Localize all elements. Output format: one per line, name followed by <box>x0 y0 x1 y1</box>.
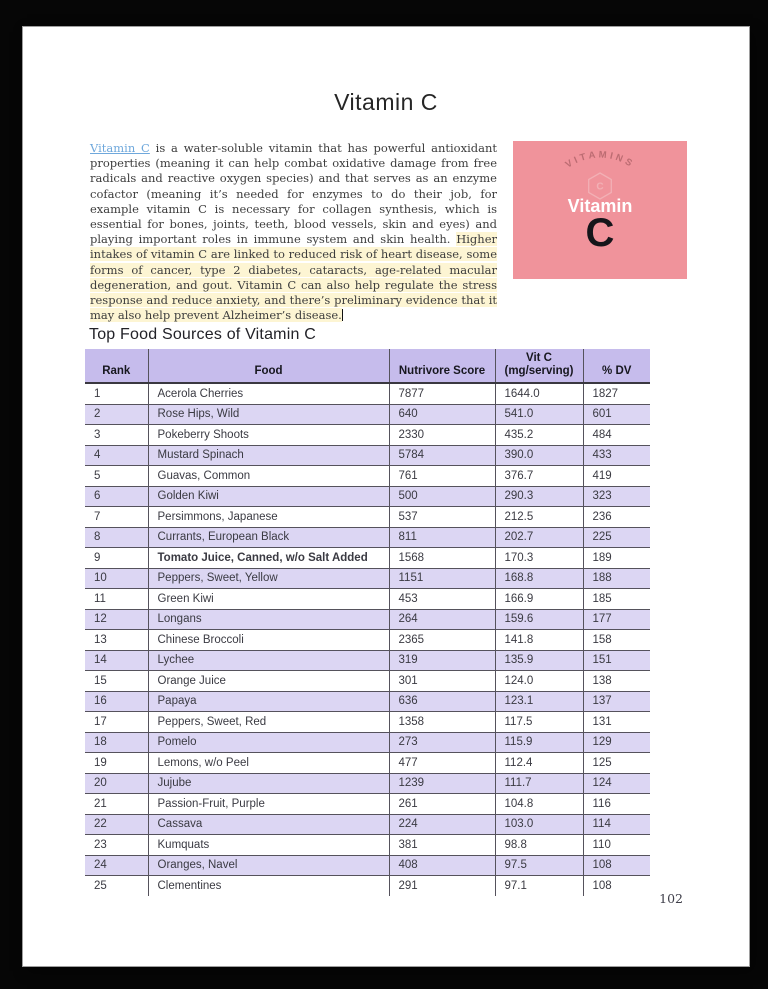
score-cell: 761 <box>389 466 495 487</box>
dv-cell: 484 <box>583 425 650 446</box>
table-row <box>85 650 650 671</box>
food-cell: Clementines <box>148 876 389 896</box>
rank-cell: 23 <box>94 838 107 851</box>
intro-paragraph <box>90 141 497 323</box>
page-title: Vitamin C <box>334 89 438 115</box>
dv-cell: 177 <box>583 609 650 630</box>
rank-cell: 19 <box>94 756 107 769</box>
food-cell: Golden Kiwi <box>148 486 389 507</box>
intro-section <box>90 141 687 323</box>
food-cell: Longans <box>148 609 389 630</box>
section-heading: Top Food Sources of Vitamin C <box>89 326 316 343</box>
score-cell: 7877 <box>389 383 495 404</box>
dv-cell: 116 <box>583 794 650 815</box>
score-cell: 5784 <box>389 445 495 466</box>
dv-cell: 138 <box>583 671 650 692</box>
food-cell: Jujube <box>148 773 389 794</box>
vitc-cell: 135.9 <box>495 650 583 671</box>
food-cell: Orange Juice <box>148 671 389 692</box>
score-cell: 408 <box>389 855 495 876</box>
rank-cell: 22 <box>94 818 107 831</box>
food-cell: Acerola Cherries <box>148 383 389 404</box>
rank-cell: 2 <box>94 408 101 421</box>
table-row <box>85 753 650 774</box>
food-cell: Pokeberry Shoots <box>148 425 389 446</box>
vitc-cell: 115.9 <box>495 732 583 753</box>
dv-cell: 108 <box>583 855 650 876</box>
table-row <box>85 835 650 856</box>
rank-header: Rank <box>85 349 148 383</box>
food-cell: Kumquats <box>148 835 389 856</box>
food-cell: Chinese Broccoli <box>148 630 389 651</box>
table-row <box>85 794 650 815</box>
food-table-body <box>85 383 650 896</box>
score-cell: 453 <box>389 589 495 610</box>
score-cell: 381 <box>389 835 495 856</box>
vitamin-c-link[interactable]: Vitamin C <box>90 141 150 155</box>
rank-cell: 16 <box>94 695 107 708</box>
rank-cell: 3 <box>94 428 101 441</box>
vitc-cell: 202.7 <box>495 527 583 548</box>
vitc-cell: 290.3 <box>495 486 583 507</box>
table-row <box>85 507 650 528</box>
rank-cell: 20 <box>94 777 107 790</box>
score-cell: 301 <box>389 671 495 692</box>
rank-cell: 7 <box>94 510 101 523</box>
intro-body-text: is a water-soluble vitamin that has powerful antioxidant properties (meaning it can help combat oxidative damage from free radicals and reactive oxygen species) and that serves as an enzyme cofactor (meaning it’s needed for enzymes to do their job, for example vitamin C is necessary for collagen synthesis, which is essential for bones, joints, teeth, blood vessels, skin and eyes) and playing important roles in immune system and skin health. <box>90 141 497 247</box>
score-cell: 500 <box>389 486 495 507</box>
table-row <box>85 671 650 692</box>
document-page <box>23 27 749 966</box>
dv-cell: 323 <box>583 486 650 507</box>
dv-cell: 601 <box>583 404 650 425</box>
table-row <box>85 876 650 896</box>
vitc-cell: 141.8 <box>495 630 583 651</box>
score-cell: 319 <box>389 650 495 671</box>
table-row <box>85 568 650 589</box>
table-row <box>85 589 650 610</box>
dv-cell: 151 <box>583 650 650 671</box>
vitc-cell: 98.8 <box>495 835 583 856</box>
food-cell: Tomato Juice, Canned, w/o Salt Added <box>148 548 389 569</box>
rank-cell: 17 <box>94 715 107 728</box>
score-cell: 2365 <box>389 630 495 651</box>
vitc-cell: 111.7 <box>495 773 583 794</box>
badge-letter: C <box>585 211 615 255</box>
dv-cell: 236 <box>583 507 650 528</box>
vitc-cell: 124.0 <box>495 671 583 692</box>
food-cell: Persimmons, Japanese <box>148 507 389 528</box>
dv-cell: 419 <box>583 466 650 487</box>
score-cell: 1151 <box>389 568 495 589</box>
vitc-cell: 435.2 <box>495 425 583 446</box>
dv-cell: 225 <box>583 527 650 548</box>
vitc-cell: 159.6 <box>495 609 583 630</box>
table-row <box>85 855 650 876</box>
rank-cell: 1 <box>94 387 101 400</box>
table-row <box>85 609 650 630</box>
vitc-cell: 166.9 <box>495 589 583 610</box>
table-row <box>85 466 650 487</box>
vitc-cell: 117.5 <box>495 712 583 733</box>
text-cursor <box>342 309 344 321</box>
rank-cell: 9 <box>94 551 101 564</box>
table-row <box>85 773 650 794</box>
rank-cell: 8 <box>94 531 101 544</box>
vitc-cell: 376.7 <box>495 466 583 487</box>
dv-cell: 129 <box>583 732 650 753</box>
rank-cell: 13 <box>94 633 107 646</box>
dv-cell: 433 <box>583 445 650 466</box>
vitc-cell: 104.8 <box>495 794 583 815</box>
vitc-cell: 170.3 <box>495 548 583 569</box>
badge-hex-letter: C <box>596 181 604 193</box>
badge-arc-label: VITAMINS <box>563 149 637 171</box>
score-cell: 261 <box>389 794 495 815</box>
dv-cell: 1827 <box>583 383 650 404</box>
rank-cell: 24 <box>94 859 107 872</box>
food-cell: Pomelo <box>148 732 389 753</box>
dv-cell: 131 <box>583 712 650 733</box>
food-cell: Rose Hips, Wild <box>148 404 389 425</box>
score-cell: 636 <box>389 691 495 712</box>
table-row <box>85 527 650 548</box>
rank-cell: 21 <box>94 797 107 810</box>
score-cell: 477 <box>389 753 495 774</box>
badge-name: Vitamin <box>567 196 633 216</box>
vitc-cell: 97.1 <box>495 876 583 896</box>
food-cell: Peppers, Sweet, Red <box>148 712 389 733</box>
table-row <box>85 712 650 733</box>
vitc-cell: 97.5 <box>495 855 583 876</box>
food-cell: Passion-Fruit, Purple <box>148 794 389 815</box>
highlighted-text: Higher intakes of vitamin C are linked to reduced risk of heart disease, some forms of cancer, type 2 diabetes, cataracts, age-related macular degeneration, and gout. Vitamin C can also help regulate the stress response and reduce anxiety, and there’s preliminary evidence that it may also help prevent Alzheimer’s disease. <box>90 232 497 323</box>
score-cell: 2330 <box>389 425 495 446</box>
dv-cell: 158 <box>583 630 650 651</box>
vitc-cell: 390.0 <box>495 445 583 466</box>
table-row <box>85 691 650 712</box>
dv-cell: 188 <box>583 568 650 589</box>
dv-cell: 110 <box>583 835 650 856</box>
rank-cell: 14 <box>94 654 107 667</box>
score-cell: 264 <box>389 609 495 630</box>
score-cell: 273 <box>389 732 495 753</box>
score-cell: 811 <box>389 527 495 548</box>
food-cell: Peppers, Sweet, Yellow <box>148 568 389 589</box>
rank-cell: 4 <box>94 449 101 462</box>
table-row <box>85 814 650 835</box>
score-cell: 224 <box>389 814 495 835</box>
score-cell: 1358 <box>389 712 495 733</box>
table-header-row <box>85 349 650 383</box>
vitc-cell: 112.4 <box>495 753 583 774</box>
rank-cell: 15 <box>94 674 107 687</box>
dv-cell: 189 <box>583 548 650 569</box>
food-cell: Green Kiwi <box>148 589 389 610</box>
rank-cell: 10 <box>94 572 107 585</box>
page-number: 102 <box>659 891 683 906</box>
food-cell: Currants, European Black <box>148 527 389 548</box>
vitc-cell: 1644.0 <box>495 383 583 404</box>
vitc-cell: 541.0 <box>495 404 583 425</box>
rank-cell: 25 <box>94 879 107 892</box>
food-cell: Guavas, Common <box>148 466 389 487</box>
dv-cell: 185 <box>583 589 650 610</box>
table-row <box>85 486 650 507</box>
score-header: Nutrivore Score <box>389 349 495 383</box>
table-row <box>85 404 650 425</box>
dv-cell: 108 <box>583 876 650 896</box>
food-header: Food <box>148 349 389 383</box>
table-row <box>85 425 650 446</box>
vitc-cell: 168.8 <box>495 568 583 589</box>
dv-cell: 125 <box>583 753 650 774</box>
rank-cell: 11 <box>94 592 106 605</box>
vitc-cell: 212.5 <box>495 507 583 528</box>
vitc-cell: 103.0 <box>495 814 583 835</box>
rank-cell: 18 <box>94 736 107 749</box>
rank-cell: 5 <box>94 469 101 482</box>
dv-cell: 124 <box>583 773 650 794</box>
score-cell: 291 <box>389 876 495 896</box>
table-row <box>85 732 650 753</box>
food-cell: Papaya <box>148 691 389 712</box>
food-sources-table <box>85 349 650 896</box>
table-row <box>85 548 650 569</box>
vitamin-c-badge <box>513 141 687 279</box>
score-cell: 1239 <box>389 773 495 794</box>
food-cell: Mustard Spinach <box>148 445 389 466</box>
dv-cell: 114 <box>583 814 650 835</box>
score-cell: 1568 <box>389 548 495 569</box>
vitc-header: Vit C (mg/serving) <box>495 349 583 383</box>
score-cell: 640 <box>389 404 495 425</box>
dv-cell: 137 <box>583 691 650 712</box>
table-row <box>85 630 650 651</box>
score-cell: 537 <box>389 507 495 528</box>
food-cell: Lychee <box>148 650 389 671</box>
food-cell: Cassava <box>148 814 389 835</box>
rank-cell: 6 <box>94 490 101 503</box>
table-row <box>85 445 650 466</box>
rank-cell: 12 <box>94 613 107 626</box>
food-cell: Oranges, Navel <box>148 855 389 876</box>
food-cell: Lemons, w/o Peel <box>148 753 389 774</box>
dv-header: % DV <box>583 349 650 383</box>
table-row <box>85 383 650 404</box>
vitc-cell: 123.1 <box>495 691 583 712</box>
